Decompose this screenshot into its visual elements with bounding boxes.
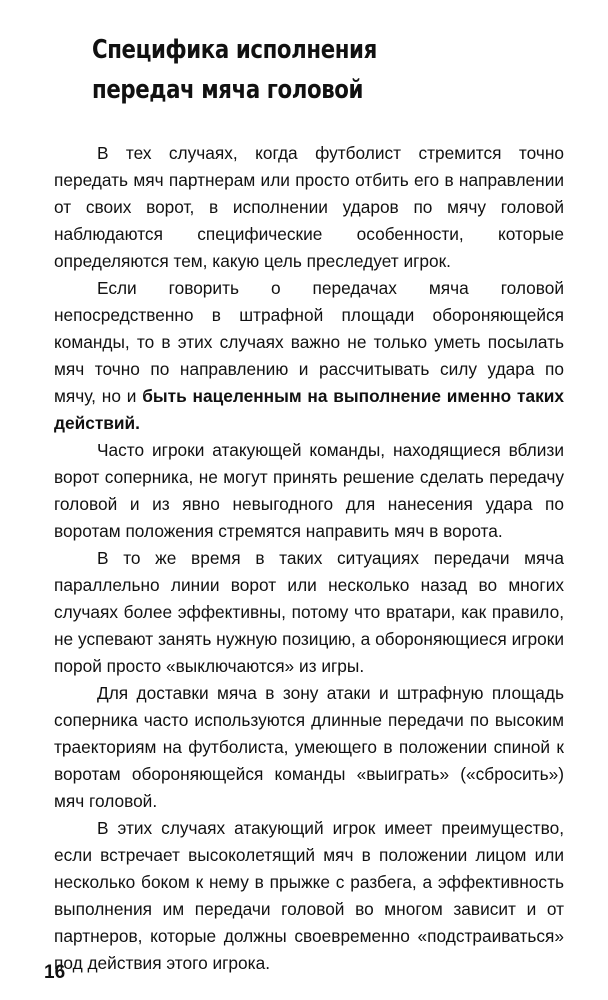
paragraph-5-text: Для доставки мяча в зону атаки и штрафную площадь соперника часто используются длинные передачи по высоким траекториям на футболиста, умеющего в положении спиной к воротам обороняющейся команды «выиграть» («сбросить») мяч головой.: [54, 683, 564, 811]
paragraph-2-text: Если говорить о передачах мяча головой непосредственно в штрафной площади обороняющейся команды, то в этих случаях важно не только уметь посылать мяч точно по направлению и рассчитывать силу удара по мячу, но и: [54, 278, 564, 406]
page-title-line-2: передач мяча головой: [92, 75, 364, 105]
page-number: 16: [44, 962, 66, 983]
paragraph-6-text: В этих случаях атакующий игрок имеет преимущество, если встречает высоколетящий мяч в положении лицом или несколько боком к нему в прыжке с разбега, а эффективность выполнения им передачи головой во многом зависит и от партнеров, которые должны своевременно «подстраиваться» под действия этого игрока.: [54, 818, 564, 973]
paragraph-1: [54, 140, 564, 275]
paragraph-2: [54, 275, 564, 437]
paragraph-6: [54, 815, 564, 977]
paragraph-5: [54, 680, 564, 815]
page-title: [92, 30, 477, 110]
body-text: [54, 140, 564, 977]
paragraph-3: [54, 437, 564, 545]
page-title-line-1: Специфика исполнения: [92, 35, 377, 65]
paragraph-3-text: Часто игроки атакующей команды, находящиеся вблизи ворот соперника, не могут принять решение сделать передачу головой и из явно невыгодного для нанесения удара по воротам положения стремятся направить мяч в ворота.: [54, 440, 564, 541]
paragraph-2-bold-text: быть нацеленным на выполнение именно таких действий.: [54, 386, 564, 433]
paragraph-4: [54, 545, 564, 680]
paragraph-1-text: В тех случаях, когда футболист стремится точно передать мяч партнерам или просто отбить его в направлении от своих ворот, в исполнении ударов по мячу головой наблюдаются специфические особенности, которые определяются тем, какую цель преследует игрок.: [54, 143, 564, 271]
paragraph-4-text: В то же время в таких ситуациях передачи мяча параллельно линии ворот или несколько назад во многих случаях более эффективны, потому что вратари, как правило, не успевают занять нужную позицию, а обороняющиеся игроки порой просто «выключаются» из игры.: [54, 548, 564, 676]
